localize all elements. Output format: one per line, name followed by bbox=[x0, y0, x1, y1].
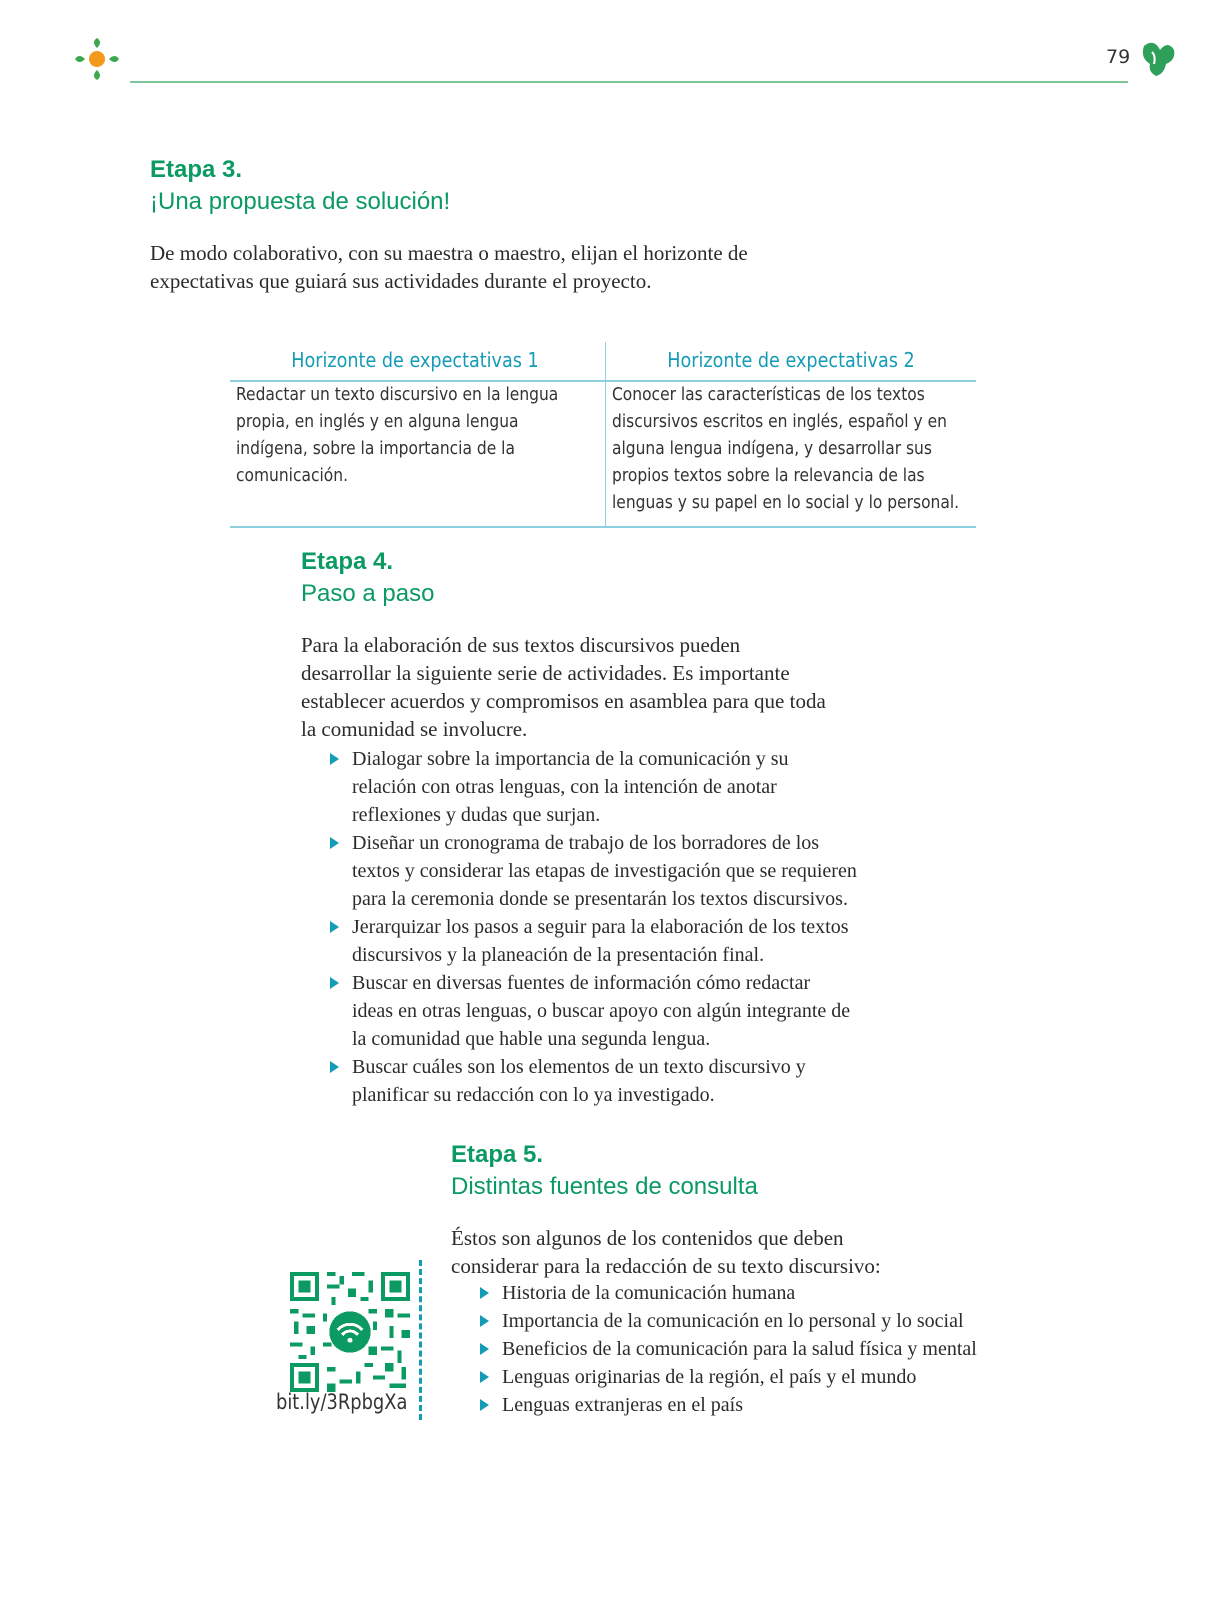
list-item bbox=[326, 745, 886, 829]
list-item-line: discursivos y la planeación de la presentación final. bbox=[352, 944, 765, 966]
expectations-heading-1: Horizonte de expectativas 1 bbox=[291, 348, 539, 372]
list-item bbox=[476, 1363, 1036, 1391]
stage4-subtitle: Paso a paso bbox=[301, 580, 435, 607]
bullet-triangle-icon bbox=[480, 1287, 489, 1299]
qr-dashed-divider bbox=[419, 1260, 422, 1420]
stage5-title: Etapa 5. bbox=[451, 1141, 544, 1168]
stage4-intro-line: desarrollar la siguiente serie de actividades. Es importante bbox=[301, 661, 790, 685]
bullet-triangle-icon bbox=[480, 1315, 489, 1327]
qr-short-link[interactable]: bit.ly/3RpbgXa bbox=[276, 1390, 408, 1414]
stage3-heading bbox=[150, 154, 450, 218]
bullet-triangle-icon bbox=[480, 1371, 489, 1383]
expectations-heading-2: Horizonte de expectativas 2 bbox=[667, 348, 915, 372]
table-bottom-rule bbox=[230, 526, 976, 528]
stage5-intro-line: Éstos son algunos de los contenidos que deben bbox=[451, 1226, 844, 1250]
bullet-triangle-icon bbox=[480, 1399, 489, 1411]
list-item-line: Dialogar sobre la importancia de la comunicación y su bbox=[352, 748, 789, 770]
expectations-text-line: lenguas y su papel en lo social y lo personal. bbox=[612, 492, 960, 513]
stage4-intro-line: la comunidad se involucre. bbox=[301, 717, 528, 741]
list-item-line: Buscar cuáles son los elementos de un texto discursivo y bbox=[352, 1056, 806, 1078]
expectations-column-2 bbox=[606, 342, 976, 516]
stage5-subtitle: Distintas fuentes de consulta bbox=[451, 1173, 758, 1200]
bullet-triangle-icon bbox=[330, 753, 339, 765]
expectations-text-line: comunicación. bbox=[236, 465, 349, 486]
list-item-line: para la ceremonia donde se presentarán los textos discursivos. bbox=[352, 888, 848, 910]
list-item-line: Diseñar un cronograma de trabajo de los borradores de los bbox=[352, 832, 820, 854]
list-item-text: Lenguas originarias de la región, el país y el mundo bbox=[502, 1366, 917, 1388]
stage5-intro bbox=[451, 1224, 881, 1280]
bullet-triangle-icon bbox=[480, 1343, 489, 1355]
expectations-text-line: Conocer las características de los textos bbox=[612, 384, 925, 405]
list-item-line: textos y considerar las etapas de investigación que se requieren bbox=[352, 860, 857, 882]
sprout-corner-icon bbox=[1140, 38, 1176, 83]
list-item bbox=[326, 1053, 886, 1109]
list-item bbox=[326, 969, 886, 1053]
list-item bbox=[476, 1335, 1036, 1363]
expectations-text-line: propios textos sobre la relevancia de las bbox=[612, 465, 925, 486]
list-item-line: reflexiones y dudas que surjan. bbox=[352, 804, 601, 826]
list-item-line: Buscar en diversas fuentes de información cómo redactar bbox=[352, 972, 811, 994]
expectations-text-line: alguna lengua indígena, y desarrollar sus bbox=[612, 438, 932, 459]
stage3-subtitle: ¡Una propuesta de solución! bbox=[150, 188, 451, 215]
stage3-intro-line: De modo colaborativo, con su maestra o maestro, elijan el horizonte de bbox=[150, 241, 748, 265]
bullet-triangle-icon bbox=[330, 921, 339, 933]
stage3-intro bbox=[150, 239, 748, 295]
expectations-text-line: Redactar un texto discursivo en la lengua bbox=[236, 384, 559, 405]
stage4-activity-list bbox=[326, 745, 886, 1109]
stage5-intro-line: considerar para la redacción de su texto discursivo: bbox=[451, 1254, 881, 1278]
list-item-text: Historia de la comunicación humana bbox=[502, 1282, 796, 1304]
list-item-text: Lenguas extranjeras en el país bbox=[502, 1394, 744, 1416]
list-item-text: Beneficios de la comunicación para la salud física y mental bbox=[502, 1338, 977, 1360]
list-item bbox=[476, 1391, 1036, 1419]
list-item-line: Jerarquizar los pasos a seguir para la elaboración de los textos bbox=[352, 916, 849, 938]
list-item-line: ideas en otras lenguas, o buscar apoyo con algún integrante de bbox=[352, 1000, 851, 1022]
stage3-intro-line: expectativas que guiará sus actividades durante el proyecto. bbox=[150, 269, 652, 293]
list-item-text: Importancia de la comunicación en lo personal y lo social bbox=[502, 1310, 964, 1332]
list-item-line: planificar su redacción con lo ya investigado. bbox=[352, 1084, 715, 1106]
stage4-intro bbox=[301, 631, 826, 743]
expectations-text-line: discursivos escritos en inglés, español y en bbox=[612, 411, 947, 432]
collective-logo-icon bbox=[72, 34, 122, 89]
bullet-triangle-icon bbox=[330, 837, 339, 849]
list-item bbox=[476, 1279, 1036, 1307]
list-item-line: la comunidad que hable una segunda lengua. bbox=[352, 1028, 711, 1050]
stage4-heading bbox=[301, 546, 434, 610]
stage4-title: Etapa 4. bbox=[301, 548, 394, 575]
stage4-intro-line: Para la elaboración de sus textos discursivos pueden bbox=[301, 633, 741, 657]
list-item bbox=[326, 829, 886, 913]
list-item bbox=[476, 1307, 1036, 1335]
header-rule bbox=[130, 81, 1128, 83]
expectations-text-line: indígena, sobre la importancia de la bbox=[236, 438, 515, 459]
expectations-column-1 bbox=[230, 342, 600, 489]
bullet-triangle-icon bbox=[330, 977, 339, 989]
stage5-content-list bbox=[476, 1279, 1036, 1419]
bullet-triangle-icon bbox=[330, 1061, 339, 1073]
stage3-title: Etapa 3. bbox=[150, 156, 243, 183]
qr-code-icon[interactable] bbox=[290, 1272, 410, 1392]
page-number: 79 bbox=[1106, 46, 1131, 68]
list-item bbox=[326, 913, 886, 969]
expectations-text-line: propia, en inglés y en alguna lengua bbox=[236, 411, 519, 432]
list-item-line: relación con otras lenguas, con la intención de anotar bbox=[352, 776, 777, 798]
stage5-heading bbox=[451, 1139, 758, 1203]
stage4-intro-line: establecer acuerdos y compromisos en asamblea para que toda bbox=[301, 689, 826, 713]
